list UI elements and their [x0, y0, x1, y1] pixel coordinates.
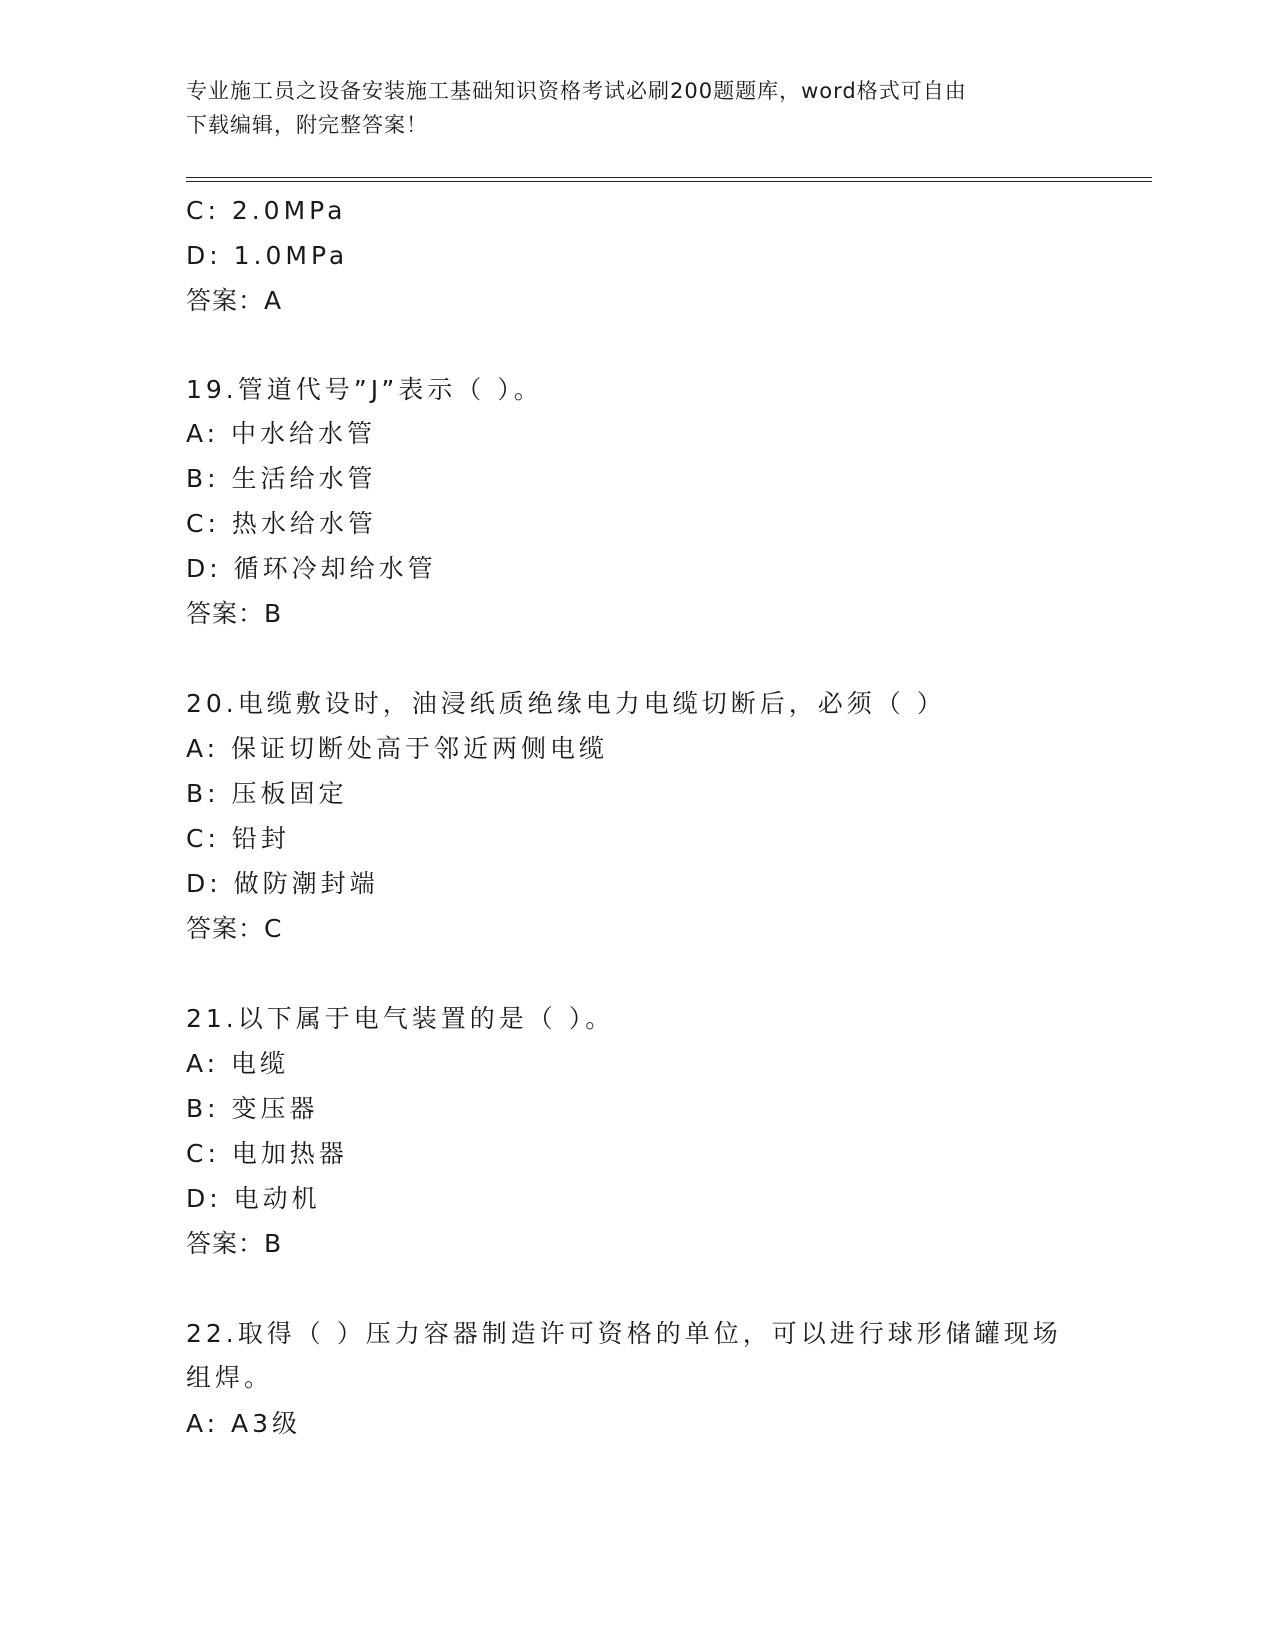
- q19-question: 19.管道代号”J”表示（ ）。: [186, 375, 543, 404]
- q21-option-b: B: 变压器: [186, 1094, 319, 1123]
- q21-option-a: A: 电缆: [186, 1049, 290, 1078]
- q22-option-a: A: A3级: [186, 1409, 302, 1438]
- q19-option-d: D: 循环冷却给水管: [186, 554, 437, 583]
- header-divider-top: [186, 177, 1152, 178]
- header-line-1: 专业施工员之设备安装施工基础知识资格考试必刷200题题库，word格式可自由: [186, 79, 967, 103]
- document-header: [186, 74, 1066, 142]
- q19-option-a: A: 中水给水管: [186, 419, 377, 448]
- header-line-2: 下载编辑，附完整答案！: [186, 113, 428, 137]
- q18-answer: 答案：A: [186, 286, 283, 315]
- q20-option-c: C: 铅封: [186, 824, 290, 853]
- q20-option-a: A: 保证切断处高于邻近两侧电缆: [186, 734, 609, 763]
- q19-option-c: C: 热水给水管: [186, 509, 377, 538]
- q20-question: 20.电缆敷设时，油浸纸质绝缘电力电缆切断后，必须（ ）: [186, 689, 946, 718]
- q18-option-d: D: 1.0MPa: [186, 241, 349, 270]
- q19-answer: 答案：B: [186, 599, 283, 628]
- q22-question-line-1: 22.取得（ ）压力容器制造许可资格的单位，可以进行球形储罐现场: [186, 1319, 1062, 1348]
- q21-question: 21.以下属于电气装置的是（ ）。: [186, 1004, 615, 1033]
- q20-option-d: D: 做防潮封端: [186, 869, 379, 898]
- header-divider-bottom: [186, 181, 1152, 182]
- q20-option-b: B: 压板固定: [186, 779, 348, 808]
- q22-question-line-2: 组焊。: [186, 1363, 274, 1392]
- q21-option-d: D: 电动机: [186, 1184, 321, 1213]
- q19-option-b: B: 生活给水管: [186, 464, 377, 493]
- q21-answer: 答案：B: [186, 1229, 283, 1258]
- q20-answer: 答案：C: [186, 914, 283, 943]
- q18-option-c: C: 2.0MPa: [186, 196, 347, 225]
- q21-option-c: C: 电加热器: [186, 1139, 348, 1168]
